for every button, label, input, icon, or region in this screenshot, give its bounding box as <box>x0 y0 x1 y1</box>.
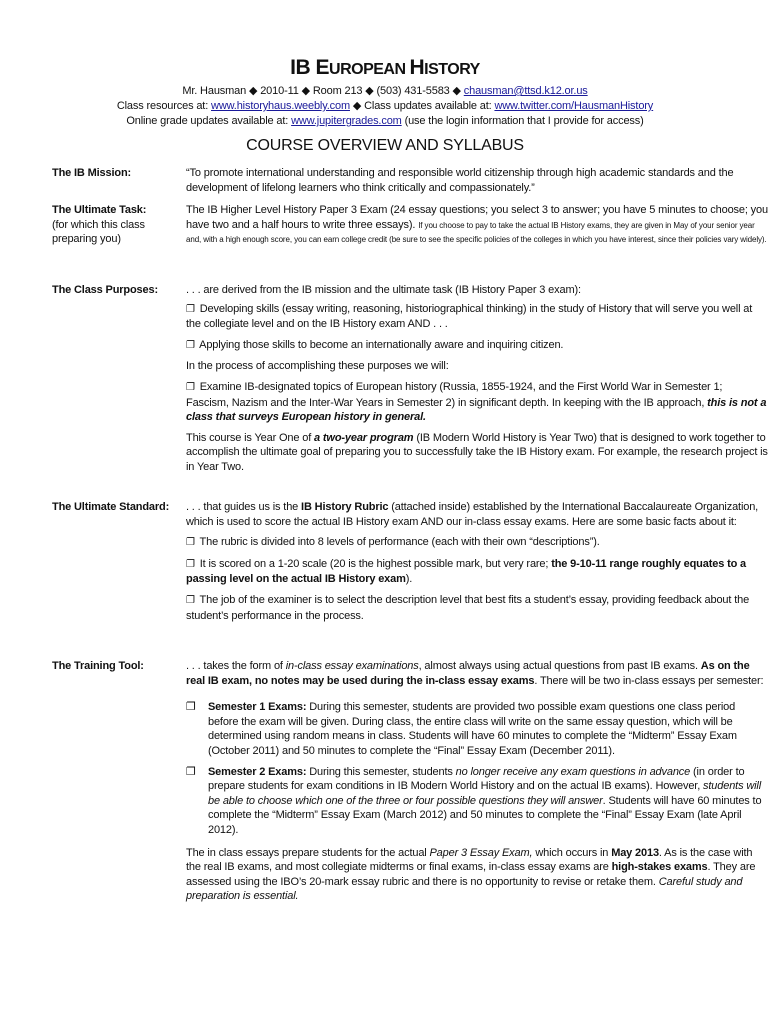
training-label: The Training Tool: <box>52 660 144 672</box>
email-link[interactable]: chausman@ttsd.k12.or.us <box>463 85 588 97</box>
standard-intro: . . . that guides us is the IB History Rubric (attached inside) established by the International Baccalaureate Organization, which is used to score the actual IB History exam AND our in-class essay exams. Here are some basic facts about it: <box>186 501 759 528</box>
semester-1-exams: ❐ Semester 1 Exams: During this semester, students are provided two possible exam questions one class period before the exam will be given. During class, the entire class will write on the same essay question, which will be determined using random means in class. Students will have 60 minutes to complete the “Midterm” Essay Exam (October 2011) and 50 minutes to complete the “Final” Essay Exam (December 2011). <box>186 701 737 757</box>
purposes-two-year: This course is Year One of a two-year program (IB Modern World History is Year Two) that is designed to work together to accomplish the ultimate goal of preparing you to successfully take the IB History exam. For example, the research project is in Year Two. <box>186 431 768 473</box>
task-text: The IB Higher Level History Paper 3 Exam (24 essay questions; you select 3 to answer; you have 5 minutes to choose; you have two and a half hours to write three essays). If you choose to pay to take the actual IB History exams, they are given in May of your senior year and, with a high enough score, you can earn college credit (be sure to see the specific policies of the colleges in which you have interest, since their policies vary widely). <box>186 204 768 245</box>
document-title: IB EUROPEAN HISTORY <box>290 56 480 79</box>
purposes-body <box>186 283 768 479</box>
checkbox-icon: ❐ <box>186 537 195 549</box>
semester-2-exams: ❐ Semester 2 Exams: During this semester, students no longer receive any exam questions in advance (in order to prepare students for exam conditions in IB Modern World History and on the actual IB exams). However, students will be able to choose which one of the three or four possible questions they will answer. Students will have 60 minutes to complete the “Midterm” Essay Exam (March 2012) and 50 minutes to complete the “Final” Essay Exam (late April 2012). <box>186 765 762 836</box>
checkbox-icon: ❐ <box>186 594 195 606</box>
training-body <box>186 659 768 908</box>
standard-body <box>186 500 768 627</box>
contact-line: Mr. Hausman ◆ 2010-11 ◆ Room 213 ◆ (503) 431-5583 ◆ chausman@ttsd.k12.or.us <box>182 85 588 97</box>
checkbox-icon: ❐ <box>186 558 195 570</box>
standard-item-examiner: ❐ The job of the examiner is to select the description level that best fits a student’s essay, providing feedback about the student’s performance in the process. <box>186 593 750 622</box>
checkbox-icon: ❐ <box>186 701 196 714</box>
weebly-link[interactable]: www.historyhaus.weebly.com <box>211 100 350 112</box>
purposes-item-examine: ❐ Examine IB-designated topics of European history (Russia, 1855-1924, and the First World War in Semester 1; Fascism, Nazism and the Inter-War Years in Semester 2) in significant depth. In keeping with the IB approach, this is not a class that surveys European history in general. <box>186 380 767 424</box>
standard-item-levels: ❐ The rubric is divided into 8 levels of performance (each with their own “descriptions”). <box>186 536 600 549</box>
purposes-label: The Class Purposes: <box>52 284 158 296</box>
training-intro: . . . takes the form of in-class essay examinations, almost always using actual questions from past IB exams. As on the real IB exam, no notes may be used during the in-class essay exams. There will be two in-class essays per semester: <box>186 660 764 687</box>
purposes-intro: . . . are derived from the IB mission and the ultimate task (IB History Paper 3 exam): <box>186 284 581 296</box>
grades-line: Online grade updates available at: www.jupitergrades.com (use the login information that I provide for access) <box>126 115 644 127</box>
checkbox-icon: ❐ <box>186 303 195 315</box>
checkbox-icon: ❐ <box>186 765 196 778</box>
training-conclusion: The in class essays prepare students for the actual Paper 3 Essay Exam, which occurs in May 2013. As is the case with the real IB exams, and most collegiate midterms or final exams, in-class essay exams are high-stakes exams. They are assessed using the IBO’s 20-mark essay rubric and there is no opportunity to revise or retake them. Careful study and preparation is essential. <box>186 846 756 903</box>
mission-label: The IB Mission: <box>52 167 132 179</box>
mission-text: “To promote international understanding and responsible world citizenship through high academic standards and the development of lifelong learners who think critically and compassionately.” <box>186 167 734 194</box>
checkbox-icon: ❐ <box>186 381 195 393</box>
task-sublabel: (for which this class preparing you) <box>52 218 145 246</box>
section-title: COURSE OVERVIEW AND SYLLABUS <box>246 137 524 154</box>
standard-label: The Ultimate Standard: <box>52 501 170 513</box>
task-label: The Ultimate Task: (for which this class preparing you) <box>52 203 186 247</box>
checkbox-icon: ❐ <box>186 339 195 351</box>
purposes-item-citizen: ❐ Applying those skills to become an internationally aware and inquiring citizen. <box>186 338 564 351</box>
purposes-process: In the process of accomplishing these purposes we will: <box>186 360 449 373</box>
twitter-link[interactable]: www.twitter.com/HausmanHistory <box>494 100 654 112</box>
purposes-item-skills: ❐ Developing skills (essay writing, reasoning, historiographical thinking) in the study of History that will serve you well at the collegiate level and on the IB History exam AND . . . <box>186 302 753 331</box>
jupitergrades-link[interactable]: www.jupitergrades.com <box>291 115 402 127</box>
resources-line: Class resources at: www.historyhaus.weebly.com ◆ Class updates available at: www.twitter.com/HausmanHistory <box>116 100 654 112</box>
standard-item-scale: ❐ It is scored on a 1-20 scale (20 is the highest possible mark, but very rare; the 9-10-11 range roughly equates to a passing level on the actual IB History exam). <box>186 557 747 586</box>
task-small-note: If you choose to pay to take the actual IB History exams, they are given in May of your senior year and, with a high enough score, you can earn college credit (be sure to see the specific policies of the colleges in which you have interest, since their policies vary widely). <box>186 220 767 245</box>
